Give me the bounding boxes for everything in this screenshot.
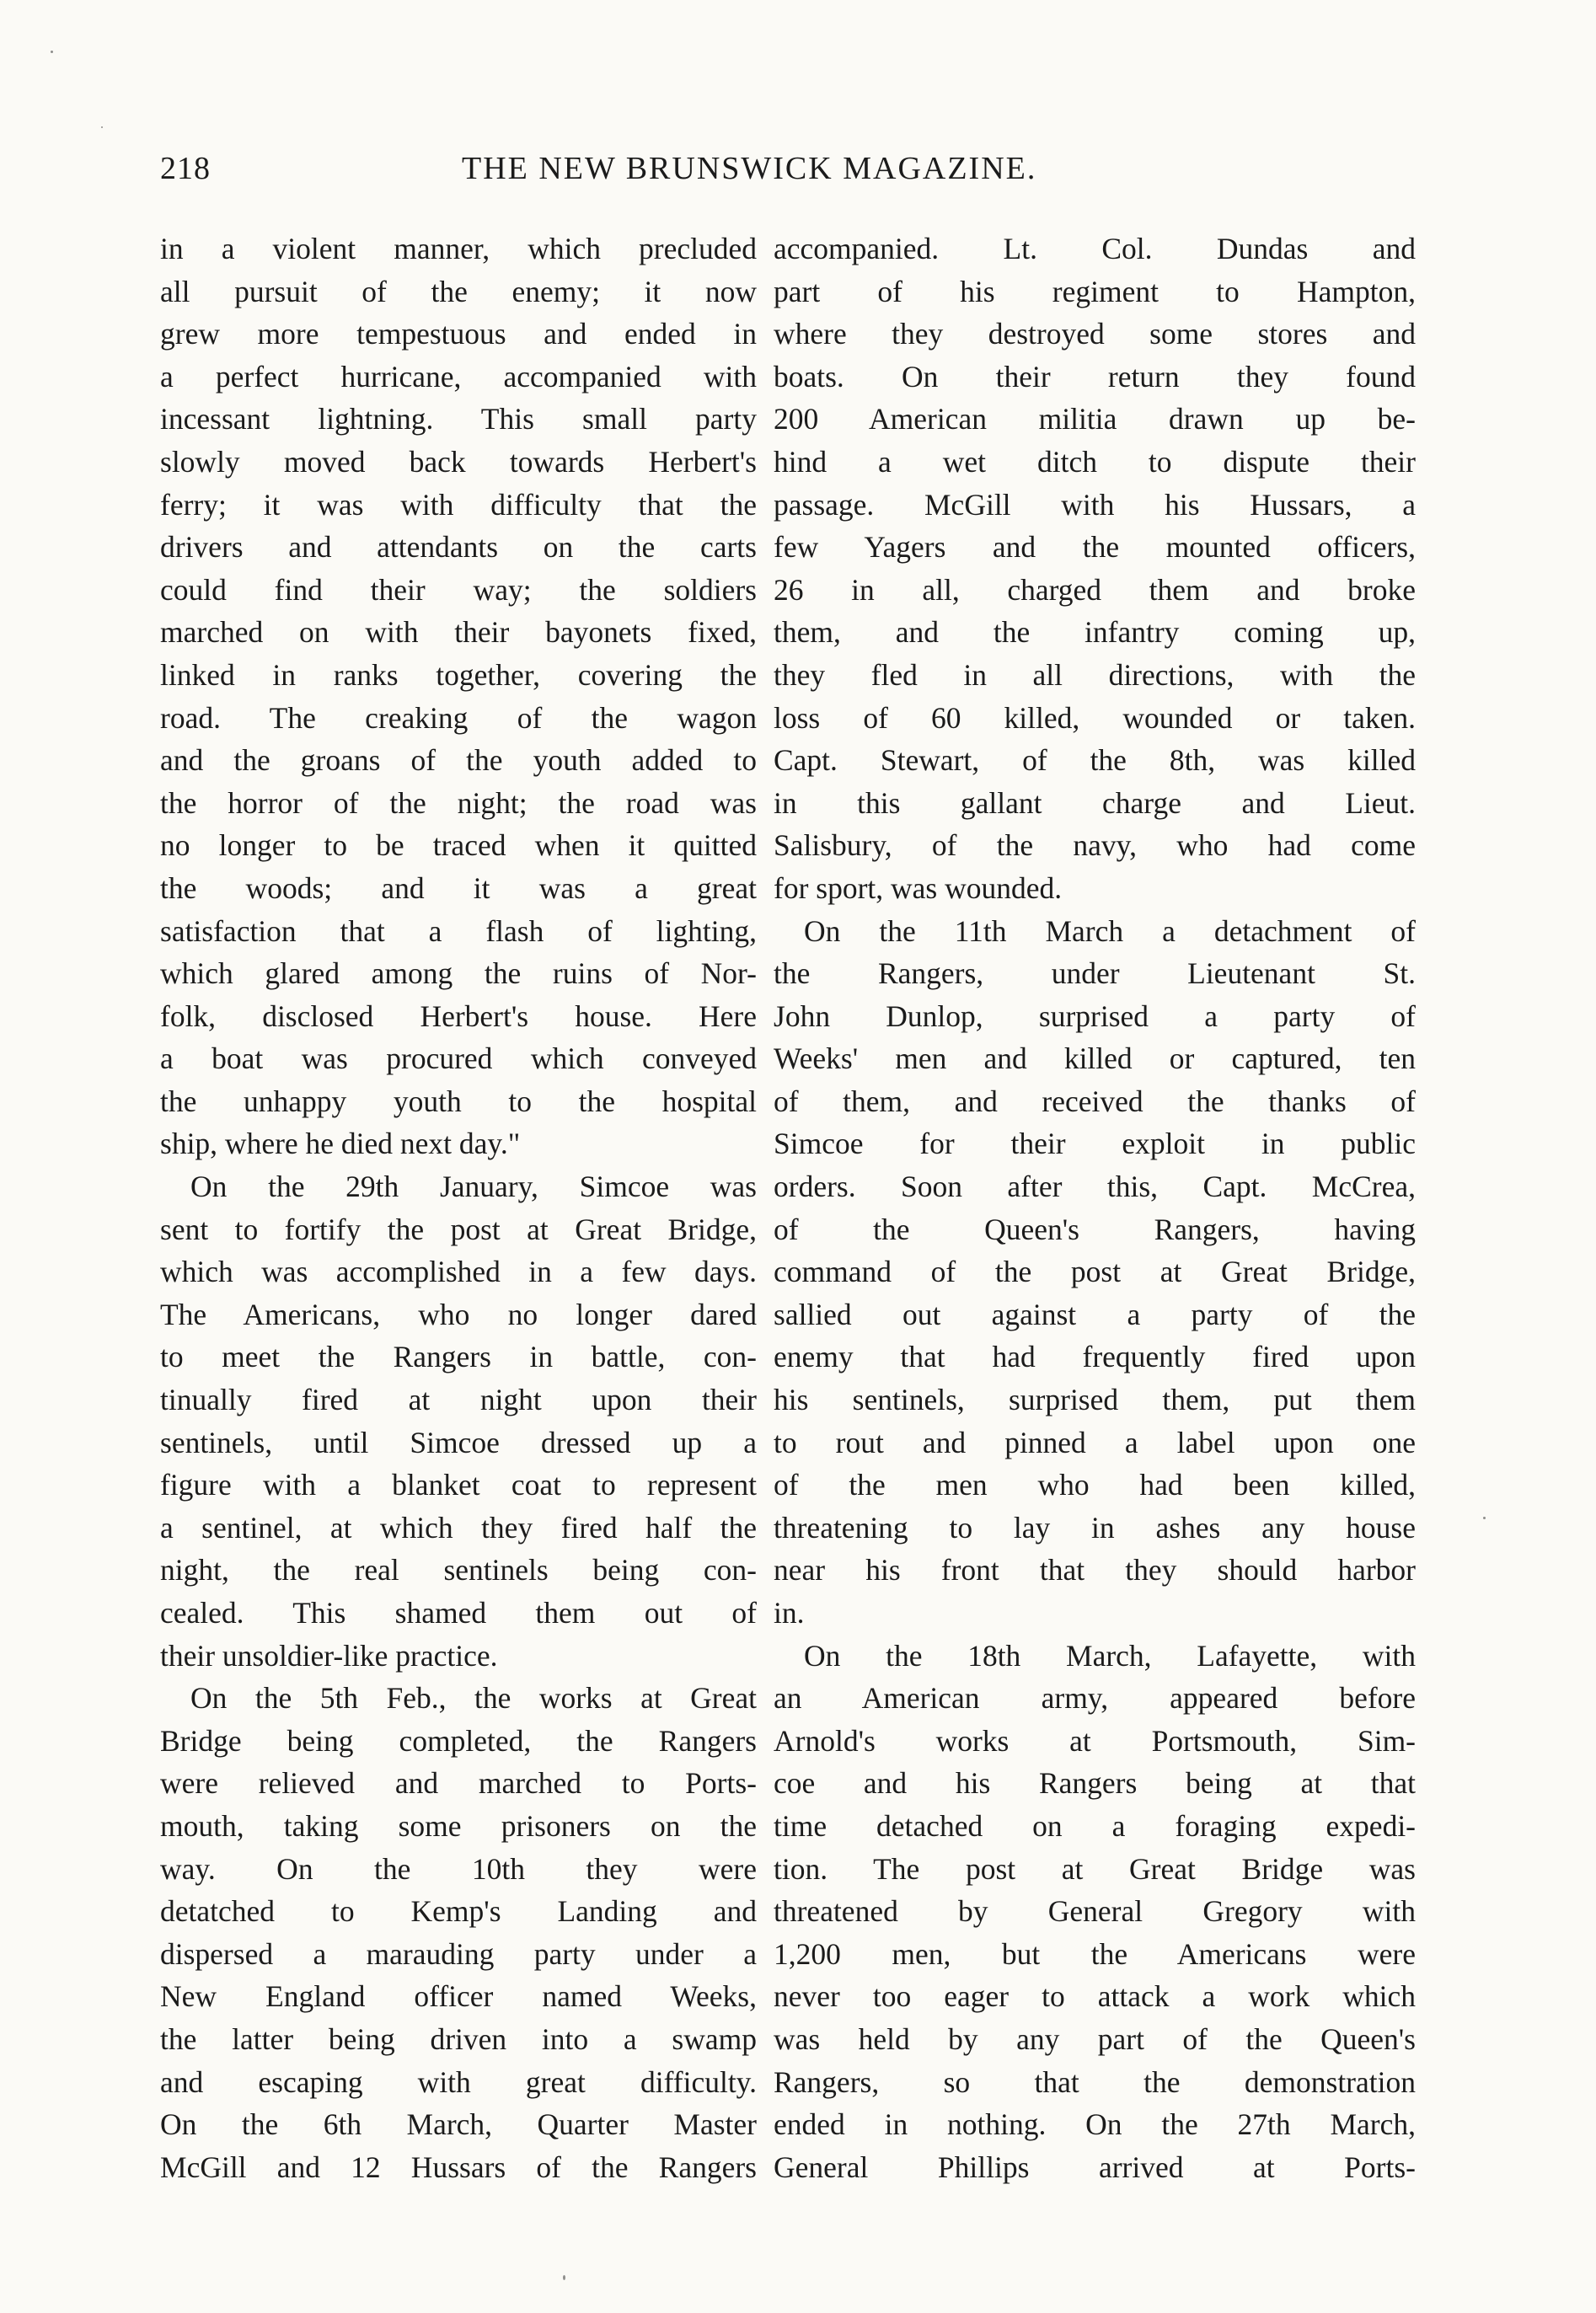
print-speck [563, 2275, 565, 2280]
text-line: 200 American militia drawn up be- [774, 402, 1416, 436]
text-line: tinually fired at night upon their [160, 1383, 757, 1417]
text-line: ended in nothing. On the 27th March, [774, 2107, 1416, 2142]
text-line: Simcoe for their exploit in public [774, 1127, 1416, 1161]
text-line: to meet the Rangers in battle, con- [160, 1340, 757, 1374]
text-line: orders. Soon after this, Capt. McCrea, [774, 1170, 1416, 1204]
text-line: coe and his Rangers being at that [774, 1766, 1416, 1801]
text-line: threatened by General Gregory with [774, 1894, 1416, 1929]
text-line: drivers and attendants on the carts [160, 530, 757, 565]
text-line: Capt. Stewart, of the 8th, was killed [774, 743, 1416, 778]
text-line: mouth, taking some prisoners on the [160, 1808, 757, 1843]
text-line: the Rangers, under Lieutenant St. [774, 956, 1416, 991]
text-line: incessant lightning. This small party [160, 402, 757, 436]
text-line: his sentinels, surprised them, put them [774, 1383, 1416, 1417]
text-line: ship, where he died next day." [160, 1127, 521, 1161]
page-number: 218 [160, 151, 211, 186]
text-line: could find their way; the soldiers [160, 572, 757, 607]
text-line: to rout and pinned a label upon one [774, 1425, 1416, 1459]
text-line: dispersed a marauding party under a [160, 1936, 757, 1971]
text-line: marched on with their bayonets fixed, [160, 615, 757, 650]
text-line: Salisbury, of the navy, who had come [774, 828, 1416, 863]
text-line: hind a wet ditch to dispute their [774, 444, 1416, 479]
text-line: which was accomplished in a few days. [160, 1255, 757, 1289]
text-line: Weeks' men and killed or captured, ten [774, 1041, 1416, 1076]
text-line: folk, disclosed Herbert's house. Here [160, 999, 757, 1033]
text-line: command of the post at Great Bridge, [774, 1255, 1416, 1289]
text-line: enemy that had frequently fired upon [774, 1340, 1416, 1374]
text-line: which glared among the ruins of Nor- [160, 956, 757, 991]
text-line: figure with a blanket coat to represent [160, 1468, 757, 1502]
text-line: and the groans of the youth added to [160, 743, 757, 778]
text-line: few Yagers and the mounted officers, [774, 530, 1416, 565]
page-header [160, 150, 1154, 201]
text-line: a perfect hurricane, accompanied with [160, 359, 757, 394]
text-line: of the men who had been killed, [774, 1468, 1416, 1502]
text-line: 1,200 men, but the Americans were [774, 1936, 1416, 1971]
text-line: Arnold's works at Portsmouth, Sim- [774, 1723, 1416, 1758]
text-line: their unsoldier-like practice. [160, 1638, 498, 1673]
text-line: night, the real sentinels being con- [160, 1553, 757, 1588]
text-line: New England officer named Weeks, [160, 1979, 757, 2014]
running-head-title: THE NEW BRUNSWICK MAGAZINE. [462, 151, 1037, 186]
text-line: slowly moved back towards Herbert's [160, 444, 757, 479]
text-line: sent to fortify the post at Great Bridge, [160, 1212, 757, 1246]
text-line: accompanied. Lt. Col. Dundas and [774, 232, 1416, 265]
text-line: John Dunlop, surprised a party of [774, 999, 1416, 1033]
text-line: way. On the 10th they were [160, 1851, 757, 1886]
text-line: satisfaction that a flash of lighting, [160, 913, 757, 948]
text-line: all pursuit of the enemy; it now [160, 274, 757, 308]
text-line: part of his regiment to Hampton, [774, 274, 1416, 308]
text-line: On the 5th Feb., the works at Great [190, 1681, 757, 1716]
text-line: a sentinel, at which they fired half the [160, 1510, 757, 1545]
text-line: the horror of the night; the road was [160, 785, 757, 820]
text-line: linked in ranks together, covering the [160, 657, 757, 692]
text-line: in this gallant charge and Lieut. [774, 785, 1416, 820]
text-line: was held by any part of the Queen's [774, 2021, 1416, 2056]
text-line: Bridge being completed, the Rangers [160, 1723, 757, 1758]
left-text-column [160, 228, 757, 2188]
text-line: General Phillips arrived at Ports- [774, 2150, 1416, 2184]
right-text-column [774, 228, 1416, 2188]
text-line: near his front that they should harbor [774, 1553, 1416, 1588]
text-line: passage. McGill with his Hussars, a [774, 487, 1416, 522]
text-line: McGill and 12 Hussars of the Rangers [160, 2150, 757, 2184]
text-line: ferry; it was with difficulty that the [160, 487, 757, 522]
text-line: road. The creaking of the wagon [160, 700, 757, 735]
text-line: were relieved and marched to Ports- [160, 1766, 757, 1801]
text-line: On the 6th March, Quarter Master [160, 2107, 757, 2142]
text-line: sallied out against a party of the [774, 1297, 1416, 1331]
text-line: the latter being driven into a swamp [160, 2021, 757, 2056]
text-line: time detached on a foraging expedi- [774, 1808, 1416, 1843]
text-line: tion. The post at Great Bridge was [774, 1851, 1416, 1886]
text-line: where they destroyed some stores and [774, 317, 1416, 351]
text-line: no longer to be traced when it quitted [160, 828, 757, 863]
text-line: for sport, was wounded. [774, 870, 1063, 905]
text-line: cealed. This shamed them out of [160, 1596, 757, 1630]
print-speck [1483, 1517, 1486, 1519]
text-line: boats. On their return they found [774, 359, 1416, 394]
text-line: never too eager to attack a work which [774, 1979, 1416, 2014]
text-line: the woods; and it was a great [160, 870, 757, 905]
text-line: of them, and received the thanks of [774, 1084, 1416, 1118]
text-line: On the 29th January, Simcoe was [190, 1170, 757, 1204]
text-line: and escaping with great difficulty. [160, 2064, 757, 2099]
print-speck [101, 126, 103, 128]
text-line: The Americans, who no longer dared [160, 1297, 757, 1331]
text-line: an American army, appeared before [774, 1681, 1416, 1716]
text-line: they fled in all directions, with the [774, 657, 1416, 692]
text-line: the unhappy youth to the hospital [160, 1084, 757, 1118]
text-line: threatening to lay in ashes any house [774, 1510, 1416, 1545]
text-line: of the Queen's Rangers, having [774, 1212, 1416, 1246]
text-line: 26 in all, charged them and broke [774, 572, 1416, 607]
text-line: sentinels, until Simcoe dressed up a [160, 1425, 757, 1459]
text-line: them, and the infantry coming up, [774, 615, 1416, 650]
text-line: Rangers, so that the demonstration [774, 2064, 1416, 2099]
text-line: a boat was procured which conveyed [160, 1041, 757, 1076]
text-line: grew more tempestuous and ended in [160, 317, 757, 351]
text-line: in. [774, 1596, 805, 1630]
text-line: On the 11th March a detachment of [804, 913, 1416, 948]
text-line: loss of 60 killed, wounded or taken. [774, 700, 1416, 735]
text-line: in a violent manner, which precluded [160, 232, 757, 265]
text-line: On the 18th March, Lafayette, with [804, 1638, 1416, 1673]
text-line: detatched to Kemp's Landing and [160, 1894, 757, 1929]
print-speck [51, 51, 53, 53]
